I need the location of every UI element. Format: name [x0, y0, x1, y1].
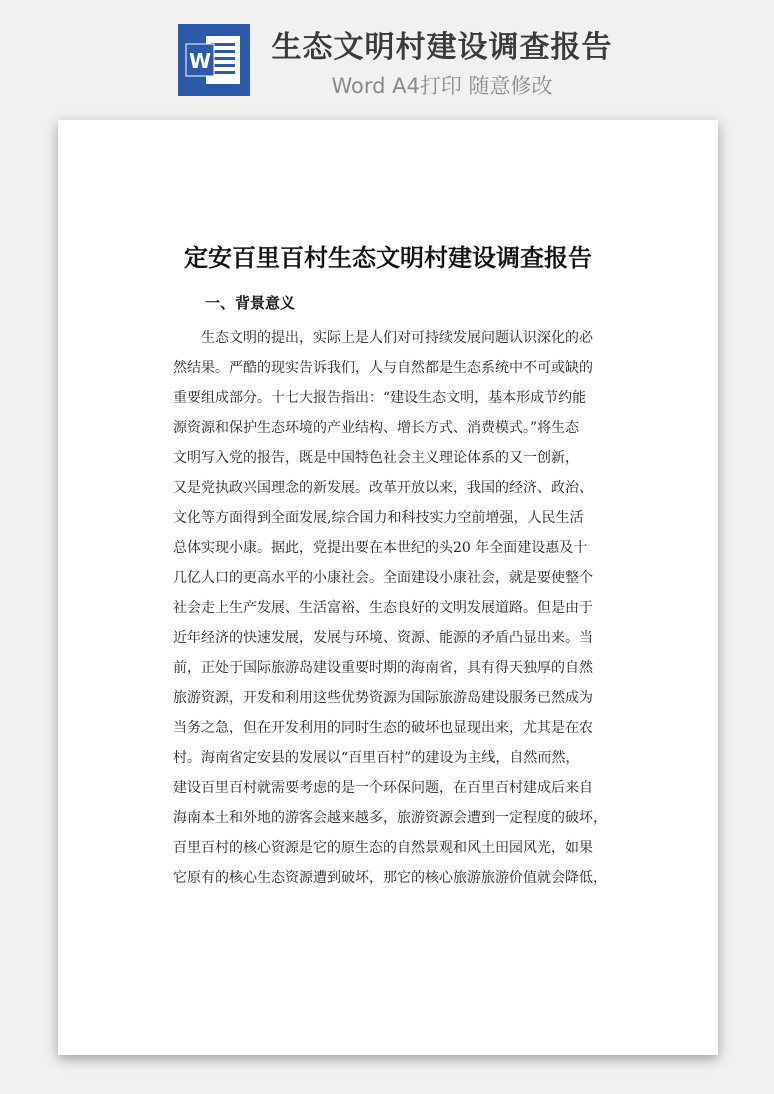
word-document-icon [178, 24, 250, 96]
header-subtitle: Word A4打印 随意修改 [331, 74, 553, 98]
body-line: 总体实现小康。据此，党提出要在本世纪的头20 年全面建设惠及十 [173, 540, 588, 556]
document-title: 定安百里百村生态文明村建设调查报告 [184, 243, 592, 272]
header-banner [0, 0, 774, 118]
body-line: 然结果。严酷的现实告诉我们，人与自然都是生态系统中不可或缺的 [173, 360, 593, 376]
body-line: 旅游资源，开发和利用这些优势资源为国际旅游岛建设服务已然成为 [173, 690, 593, 706]
body-line: 文明写入党的报告，既是中国特色社会主义理论体系的又一创新， [173, 450, 579, 466]
header-title: 生态文明村建设调查报告 [271, 30, 613, 65]
body-line: 社会走上生产发展、生活富裕、生态良好的文明发展道路。但是由于 [173, 600, 593, 616]
body-line: 百里百村的核心资源是它的原生态的自然景观和风土田园风光，如果 [173, 840, 593, 856]
body-line: 海南本土和外地的游客会越来越多，旅游资源会遭到一定程度的破坏， [173, 810, 607, 826]
body-line: 它原有的核心生态资源遭到破坏，那它的核心旅游旅游价值就会降低， [173, 870, 607, 886]
svg-text:W: W [188, 49, 212, 73]
body-line: 又是党执政兴国理念的新发展。改革开放以来，我国的经济、政治、 [173, 480, 593, 496]
body-line: 村。海南省定安县的发展以“百里百村”的建设为主线，自然而然， [173, 750, 580, 766]
body-line: 重要组成部分。十七大报告指出：“建设生态文明，基本形成节约能 [173, 390, 587, 406]
body-line: 前，正处于国际旅游岛建设重要时期的海南省，具有得天独厚的自然 [173, 660, 593, 676]
body-line: 源资源和保护生态环境的产业结构、增长方式、消费模式。”将生态 [173, 420, 580, 436]
body-line: 近年经济的快速发展，发展与环境、资源、能源的矛盾凸显出来。当 [173, 630, 593, 646]
section-heading: 一、背景意义 [205, 294, 296, 312]
body-line: 生态文明的提出，实际上是人们对可持续发展问题认识深化的必 [201, 330, 593, 346]
document-page [58, 120, 718, 1055]
body-line: 文化等方面得到全面发展,综合国力和科技实力空前增强，人民生活 [173, 510, 584, 526]
body-line: 当务之急，但在开发利用的同时生态的破坏也显现出来，尤其是在农 [173, 720, 593, 736]
body-line: 几亿人口的更高水平的小康社会。全面建设小康社会，就是要使整个 [173, 570, 593, 586]
body-line: 建设百里百村就需要考虑的是一个环保问题，在百里百村建成后来自 [173, 780, 593, 796]
document-body [173, 323, 607, 893]
